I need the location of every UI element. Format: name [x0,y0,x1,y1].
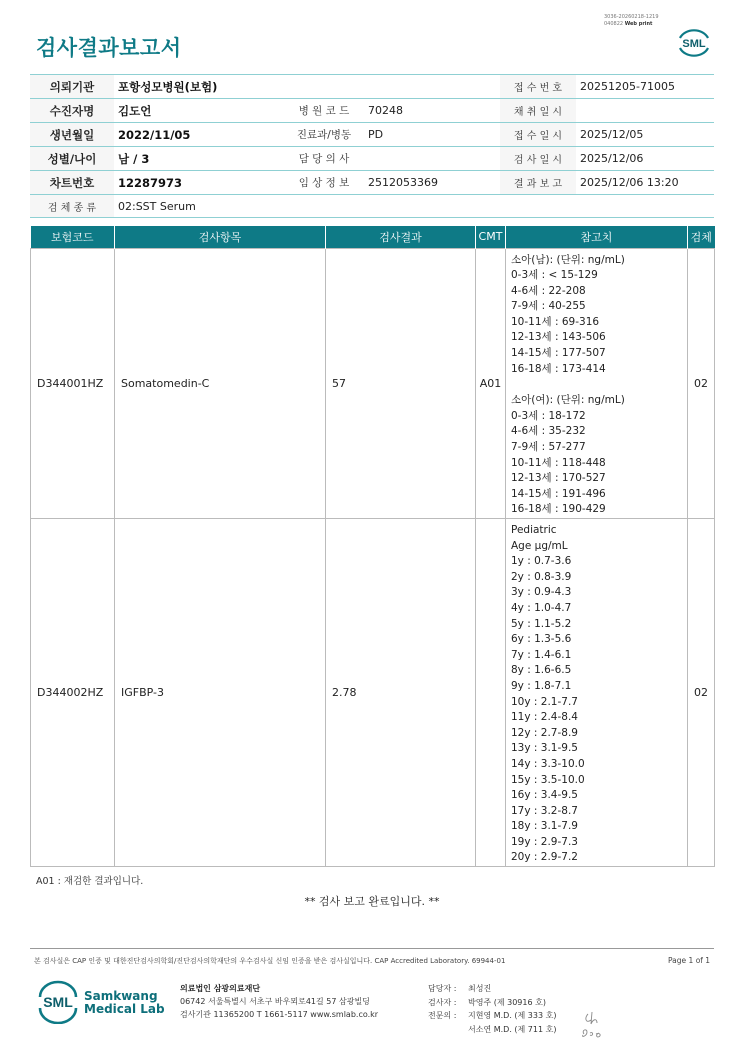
reference-line: 13y : 3.1-9.5 [511,742,578,755]
value-receipt-number: 20251205-71005 [576,75,714,99]
reference-line: 4y : 1.0-4.7 [511,601,572,614]
reference-line: 10-11세 : 69-316 [511,315,600,328]
info-row [30,147,714,171]
staff-value: 지현영 M.D. (제 333 호) [468,1011,557,1020]
cmt-note: A01 : 재검한 결과입니다. [36,876,144,887]
label-department: 진료과/병동 [284,123,364,147]
reference-line: 19y : 2.9-7.3 [511,835,578,848]
organization-contact: 검사기관 11365200 T 1661-5117 www.smlab.co.kr [180,1010,379,1019]
value-patient-name: 김도언 [114,99,284,123]
reference-range [506,248,688,519]
info-row [30,171,714,195]
reference-line: 14-15세 : 191-496 [511,487,606,500]
reference-line: 15y : 3.5-10.0 [511,773,585,786]
reference-line: 4-6세 : 22-208 [511,284,586,297]
test-item: IGFBP-3 [115,519,326,867]
footer-divider [30,948,714,949]
organization-address: 06742 서울특별시 서초구 바우뫼로41길 57 삼광빌딩 [180,997,370,1006]
brand-name [84,990,165,1016]
reference-line: 16y : 3.4-9.5 [511,789,578,802]
brand-line2: Medical Lab [84,1002,165,1016]
label-hospital-code: 병 원 코 드 [284,99,364,123]
staff-value: 박영주 (제 30916 호) [468,997,546,1007]
specimen-code: 02 [688,519,715,867]
signature-icon [578,1004,610,1040]
label-sex-age: 성별/나이 [30,147,114,171]
label-collection-date: 채 취 일 시 [500,99,576,123]
reference-line: 6y : 1.3-5.6 [511,633,572,646]
label-clinical-info: 임 상 정 보 [284,171,364,195]
reference-line: 10y : 2.1-7.7 [511,695,578,708]
header-specimen: 검체 [688,226,715,248]
sml-logo-icon [676,26,712,60]
header-reference: 참고치 [506,226,688,248]
ref-group [511,253,687,378]
reference-line: 소아(남): (단위: ng/mL) [511,253,625,266]
table-row [31,519,715,867]
value-clinical-info: 2512053369 [364,171,500,195]
reference-line: 10-11세 : 118-448 [511,456,606,469]
document-code-line1: 3036-20260218-1219 [604,14,659,20]
label-patient-name: 수진자명 [30,99,114,123]
label-test-date: 검 사 일 시 [500,147,576,171]
staff-key [428,1023,468,1037]
info-row [30,75,714,99]
page-title: 검사결과보고서 [36,36,182,60]
value-requesting-org: 포항성모병원(보험) [114,75,284,99]
ref-group [511,523,687,866]
staff-key: 검사자 : [428,997,457,1007]
ref-group [511,393,687,518]
header-cmt: CMT [476,226,506,248]
reference-line: 14-15세 : 177-507 [511,347,606,360]
reference-line: 14y : 3.3-10.0 [511,757,585,770]
logo-text: SML [682,38,706,50]
footer-logo-text: SML [43,994,73,1010]
value-sex-age: 남 / 3 [114,147,284,171]
reference-line: 7-9세 : 57-277 [511,441,586,454]
label-requesting-org: 의뢰기관 [30,75,114,99]
reference-line: 12y : 2.7-8.9 [511,726,578,739]
organization-name: 의료법인 삼광의료재단 [180,984,261,993]
info-row [30,195,714,218]
document-code-line2: 040822 [604,21,624,27]
info-row [30,99,714,123]
page-number: Page 1 of 1 [668,956,711,965]
label-physician: 담 당 의 사 [284,147,364,171]
reference-line: 4-6세 : 35-232 [511,425,586,438]
value-receipt-date: 2025/12/05 [576,123,714,147]
brand-line1: Samkwang [84,989,158,1003]
test-item: Somatomedin-C [115,248,326,519]
test-result: 2.78 [326,519,476,867]
header-insurance-code: 보험코드 [31,226,115,248]
reference-line: 5y : 1.1-5.2 [511,617,572,630]
document-code [604,14,659,28]
value-birth-date: 2022/11/05 [114,123,284,147]
sml-footer-logo-icon [36,980,80,1024]
reference-line: 16-18세 : 190-429 [511,503,606,516]
staff-key: 담당자 : [428,984,457,993]
completion-message: ** 검사 보고 완료입니다. ** [304,895,440,908]
reference-line: 17y : 3.2-8.7 [511,804,578,817]
reference-line: 12-13세 : 143-506 [511,331,606,344]
specimen-code: 02 [688,248,715,519]
reference-line: Pediatric [511,524,557,536]
header-test-result: 검사결과 [326,226,476,248]
staff-key: 전문의 : [428,1011,457,1020]
value-collection-date [576,99,714,123]
reference-range [506,519,688,867]
reference-line: 16-18세 : 173-414 [511,362,606,375]
insurance-code: D344001HZ [31,248,115,519]
label-receipt-date: 접 수 일 시 [500,123,576,147]
label-chart-number: 차트번호 [30,171,114,195]
test-result: 57 [326,248,476,519]
patient-info-table [30,74,714,218]
web-print-label: Web print [624,21,653,27]
insurance-code: D344002HZ [31,519,115,867]
label-receipt-number: 접 수 번 호 [500,75,576,99]
reference-line: 0-3세 : < 15-129 [511,269,598,282]
reference-line: 12-13세 : 170-527 [511,472,606,485]
value-specimen-type: 02:SST Serum [114,195,284,218]
staff-info [428,982,556,1036]
reference-line: 7y : 1.4-6.1 [511,648,572,661]
value-hospital-code: 70248 [364,99,500,123]
reference-line: 3y : 0.9-4.3 [511,586,572,599]
table-row [31,248,715,519]
organization-info [180,982,378,1021]
reference-line: 9y : 1.8-7.1 [511,679,572,692]
value-physician [364,147,500,171]
accreditation-text: 본 검사실은 CAP 인증 및 대한진단검사의학회/진단검사의학재단의 우수검사실 신임 인증을 받은 검사실입니다. CAP Accredited Laboratory. 69944-01 [34,957,506,965]
value-result-report: 2025/12/06 13:20 [576,171,714,195]
label-birth-date: 생년월일 [30,123,114,147]
reference-line: 20y : 2.9-7.2 [511,851,578,864]
reference-line: 8y : 1.6-6.5 [511,664,572,677]
cmt-code: A01 [476,248,506,519]
value-department: PD [364,123,500,147]
label-result-report: 결 과 보 고 [500,171,576,195]
info-row [30,123,714,147]
cmt-code [476,519,506,867]
reference-line: 11y : 2.4-8.4 [511,711,578,724]
reference-line: 18y : 3.1-7.9 [511,820,578,833]
reference-line: 7-9세 : 40-255 [511,300,586,313]
reference-line: 1y : 0.7-3.6 [511,555,572,568]
value-chart-number: 12287973 [114,171,284,195]
reference-line: 0-3세 : 18-172 [511,409,586,422]
reference-line: 2y : 0.8-3.9 [511,570,572,583]
reference-line: 소아(여): (단위: ng/mL) [511,394,625,407]
staff-value: 최성진 [468,984,492,993]
value-test-date: 2025/12/06 [576,147,714,171]
reference-line: Age μg/mL [511,539,568,552]
results-table [30,226,715,867]
label-specimen-type: 검 체 종 류 [30,195,114,218]
results-header-row [31,226,715,248]
staff-value: 서소연 M.D. (제 711 호) [468,1024,557,1034]
header-test-item: 검사항목 [115,226,326,248]
